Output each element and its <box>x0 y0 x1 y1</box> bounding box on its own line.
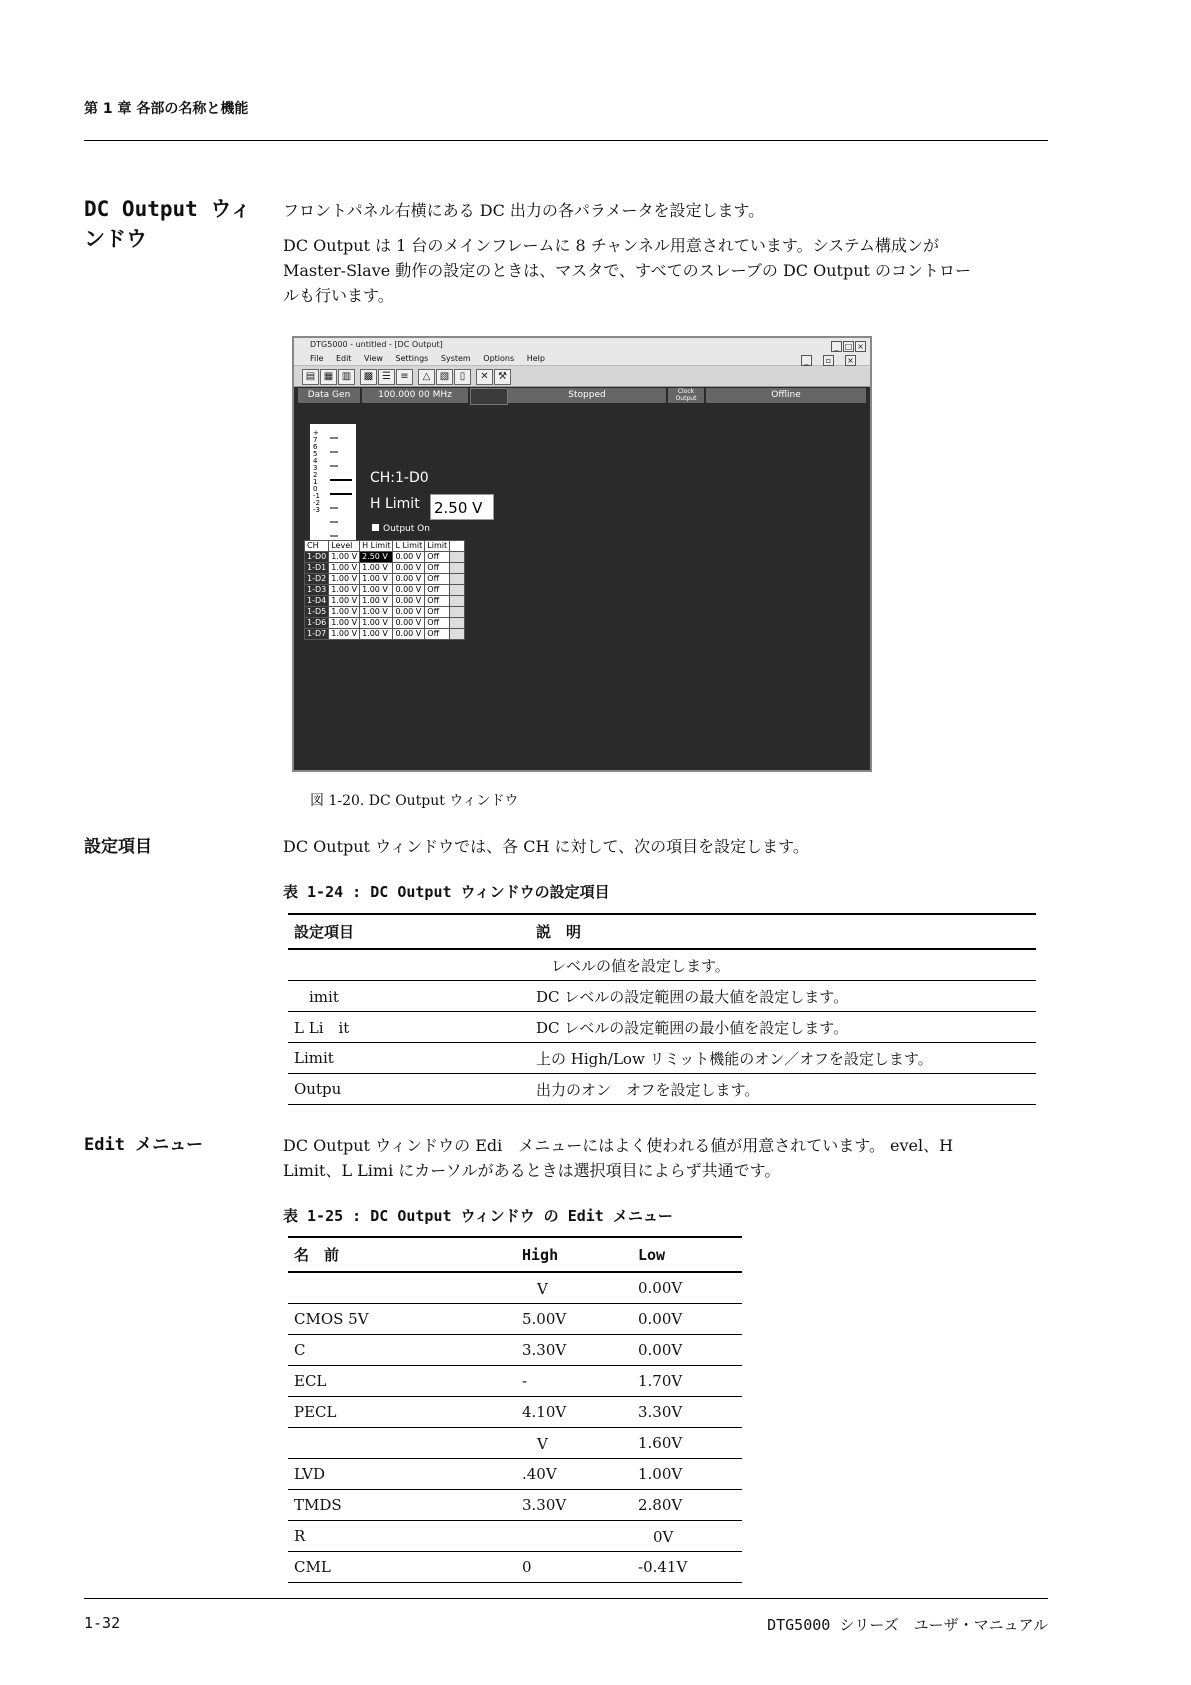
menu-settings[interactable]: Settings <box>395 354 429 363</box>
cell-high: 5.00V <box>516 1304 632 1335</box>
wave-icon[interactable]: △ <box>418 369 435 385</box>
figure-caption: 図 1-20. DC Output ウィンドウ <box>310 793 519 809</box>
level-icon[interactable]: ≡ <box>396 369 413 385</box>
section-title-dc-output <box>84 194 251 254</box>
cell-limit[interactable]: Off <box>425 607 450 618</box>
cell-high: - <box>516 1366 632 1397</box>
toolbar <box>294 366 870 387</box>
scroll-filler <box>450 596 465 607</box>
cell-name: CMOS 5V <box>288 1304 516 1335</box>
status-bar <box>294 387 870 404</box>
scale-label: 2 <box>313 471 318 479</box>
table-row <box>288 1521 742 1552</box>
restore-icon[interactable]: ▫ <box>823 355 834 366</box>
cell-ch[interactable]: 1-D1 <box>305 563 329 574</box>
table-row[interactable] <box>305 596 465 607</box>
cell-low: 0.00V <box>632 1304 742 1335</box>
col-description: 説 明 <box>530 914 1036 949</box>
cell-limit[interactable]: Off <box>425 596 450 607</box>
setup-icon[interactable]: ▥ <box>338 369 355 385</box>
table-row[interactable] <box>305 563 465 574</box>
scroll-filler <box>450 552 465 563</box>
cell-desc: DC レベルの設定範囲の最小値を設定します。 <box>530 1012 1036 1043</box>
run-state: Stopped <box>508 388 666 403</box>
cell-llimit[interactable]: 0.00 V <box>393 585 425 596</box>
table-row[interactable] <box>305 552 465 563</box>
cell-desc: 上の High/Low リミット機能のオン／オフを設定します。 <box>530 1043 1036 1074</box>
hlimit-label: H Limit <box>370 496 420 512</box>
scale-label: 0 <box>313 485 318 493</box>
checkbox-icon <box>372 524 379 531</box>
cell-hlimit[interactable]: 1.00 V <box>360 618 393 629</box>
cross-icon[interactable]: ✕ <box>476 369 493 385</box>
cell-low: 1.70V <box>632 1366 742 1397</box>
cell-high: 0 <box>516 1552 632 1583</box>
table-row[interactable] <box>305 618 465 629</box>
section-title-settings: 設定項目 <box>84 837 152 857</box>
edit-menu-table <box>288 1236 742 1583</box>
scale-label: 7 <box>313 436 318 444</box>
cell-name: TMDS <box>288 1490 516 1521</box>
cell-name: ECL <box>288 1366 516 1397</box>
cell-item: L Li it <box>288 1012 530 1043</box>
section3-body <box>283 1133 1053 1183</box>
cell-low: -0.41V <box>632 1552 742 1583</box>
scroll-filler <box>450 574 465 585</box>
cell-low: 0.00V <box>632 1335 742 1366</box>
section1-body <box>283 198 1053 308</box>
menu-help[interactable]: Help <box>526 354 545 363</box>
maximize-icon[interactable]: □ <box>844 342 853 351</box>
scroll-filler <box>450 618 465 629</box>
waveform-indicator <box>470 388 508 405</box>
cell-ch[interactable]: 1-D6 <box>305 618 329 629</box>
table-row <box>288 1366 742 1397</box>
output-on-checkbox[interactable] <box>372 524 430 534</box>
cell-name <box>288 1428 516 1459</box>
level-marks <box>310 424 356 546</box>
section2-paragraph: DC Output ウィンドウでは、各 CH に対して、次の項目を設定します。 <box>283 837 809 856</box>
scroll-filler <box>450 541 465 552</box>
menu-system[interactable]: System <box>440 354 471 363</box>
section-title-line2: ンドウ <box>84 227 147 251</box>
table-caption-1-25: 表 1-25 : DC Output ウィンドウ の Edit メニュー <box>283 1207 673 1225</box>
output-on-label: Output On <box>383 524 430 534</box>
menu-view[interactable]: View <box>363 354 383 363</box>
grid-icon[interactable]: ▩ <box>360 369 377 385</box>
table-row <box>288 1012 1036 1043</box>
scale-label: -2 <box>313 499 320 507</box>
cell-limit[interactable]: Off <box>425 585 450 596</box>
table-row <box>288 1272 742 1304</box>
cell-hlimit[interactable]: 1.00 V <box>360 563 393 574</box>
cell-name: R <box>288 1521 516 1552</box>
settings-table <box>288 913 1036 1105</box>
cell-level[interactable]: 1.00 V <box>329 574 360 585</box>
cell-ch[interactable]: 1-D0 <box>305 552 329 563</box>
table-row <box>288 949 1036 981</box>
table-row <box>288 1459 742 1490</box>
table-caption-1-24: 表 1-24 : DC Output ウィンドウの設定項目 <box>283 883 610 901</box>
cell-level[interactable]: 1.00 V <box>329 596 360 607</box>
cell-item <box>288 949 530 981</box>
chapter-header: 第 1 章 各部の名称と機能 <box>84 101 249 117</box>
minimize-icon[interactable]: _ <box>831 341 842 352</box>
cell-llimit[interactable]: 0.00 V <box>393 552 425 563</box>
chart-icon[interactable]: ▧ <box>436 369 453 385</box>
table-row <box>288 1552 742 1583</box>
menu-edit[interactable]: Edit <box>335 354 352 363</box>
cell-ch[interactable]: 1-D4 <box>305 596 329 607</box>
scroll-filler <box>450 629 465 640</box>
scale-label: 3 <box>313 464 318 472</box>
menu-options[interactable]: Options <box>483 354 515 363</box>
manual-title: DTG5000 シリーズ ユーザ・マニュアル <box>767 1616 1048 1634</box>
cell-name: CML <box>288 1552 516 1583</box>
cell-level[interactable]: 1.00 V <box>329 607 360 618</box>
cell-desc: 出力のオン オフを設定します。 <box>530 1074 1036 1105</box>
cell-high <box>516 1521 632 1552</box>
cell-name: PECL <box>288 1397 516 1428</box>
cell-high: .40V <box>516 1459 632 1490</box>
cell-high: V <box>516 1272 632 1304</box>
table-row <box>288 1397 742 1428</box>
dc-output-screenshot <box>292 336 872 772</box>
section-title-line1: DC Output ウィ <box>84 197 252 221</box>
table-row <box>288 1428 742 1459</box>
cell-item: Limit <box>288 1043 530 1074</box>
paragraph-line: Limit、L Limi にカーソルがあるときは選択項目によらず共通です。 <box>283 1161 781 1180</box>
hlimit-input[interactable]: 2.50 V <box>430 494 494 520</box>
cell-level[interactable]: 1.00 V <box>329 585 360 596</box>
cell-ch[interactable]: 1-D2 <box>305 574 329 585</box>
cell-hlimit[interactable]: 1.00 V <box>360 607 393 618</box>
cell-high: 3.30V <box>516 1490 632 1521</box>
cell-high: 4.10V <box>516 1397 632 1428</box>
cell-hlimit[interactable]: 1.00 V <box>360 629 393 640</box>
cell-ch[interactable]: 1-D3 <box>305 585 329 596</box>
minimize-icon[interactable]: _ <box>801 355 812 366</box>
cell-llimit[interactable]: 0.00 V <box>393 607 425 618</box>
table-row <box>288 1490 742 1521</box>
mode-indicator: Data Gen <box>298 388 360 403</box>
cell-item: imit <box>288 981 530 1012</box>
header-rule <box>84 140 1048 141</box>
cell-llimit[interactable]: 0.00 V <box>393 629 425 640</box>
scale-label: 6 <box>313 443 318 451</box>
paragraph-line: Master-Slave 動作の設定のときは、マスタで、すべてのスレーブの DC Output のコントロー <box>283 261 972 280</box>
col-ch: CH <box>305 541 329 552</box>
online-state: Offline <box>706 388 866 403</box>
cell-name: LVD <box>288 1459 516 1490</box>
col-setting-item: 設定項目 <box>288 914 530 949</box>
cell-limit[interactable]: Off <box>425 618 450 629</box>
col-level: Level <box>329 541 360 552</box>
level-scale-graphic <box>310 424 356 546</box>
close-icon[interactable]: × <box>855 341 866 352</box>
frequency-indicator: 100.000 00 MHz <box>362 388 468 403</box>
cell-high: 3.30V <box>516 1335 632 1366</box>
cell-level[interactable]: 1.00 V <box>329 563 360 574</box>
cell-hlimit[interactable]: 1.00 V <box>360 585 393 596</box>
col-hlimit: H Limit <box>360 541 393 552</box>
scroll-filler <box>450 563 465 574</box>
col-limit: Limit <box>425 541 450 552</box>
cell-desc: DC レベルの設定範囲の最大値を設定します。 <box>530 981 1036 1012</box>
col-high: High <box>516 1237 632 1272</box>
col-low: Low <box>632 1237 742 1272</box>
cell-low: 0.00V <box>632 1272 742 1304</box>
cell-hlimit[interactable]: 2.50 V <box>360 552 393 563</box>
cell-desc: レベルの値を設定します。 <box>530 949 1036 981</box>
cell-hlimit[interactable]: 1.00 V <box>360 574 393 585</box>
table-row <box>288 1043 1036 1074</box>
cell-high: V <box>516 1428 632 1459</box>
page-number: 1-32 <box>84 1614 121 1632</box>
cell-level[interactable]: 1.00 V <box>329 552 360 563</box>
cell-low: 1.00V <box>632 1459 742 1490</box>
scale-label: -3 <box>313 506 320 514</box>
cell-level[interactable]: 1.00 V <box>329 629 360 640</box>
cell-low: 1.60V <box>632 1428 742 1459</box>
scale-label: -1 <box>313 492 320 500</box>
cell-level[interactable]: 1.00 V <box>329 618 360 629</box>
cell-llimit[interactable]: 0.00 V <box>393 563 425 574</box>
menu-file[interactable]: File <box>310 354 324 363</box>
cell-llimit[interactable]: 0.00 V <box>393 596 425 607</box>
cell-limit[interactable]: Off <box>425 563 450 574</box>
table-row <box>288 1074 1036 1105</box>
cell-llimit[interactable]: 0.00 V <box>393 574 425 585</box>
tool-icon[interactable]: ⚒ <box>494 369 511 385</box>
cell-name <box>288 1272 516 1304</box>
document-icon[interactable]: ▯ <box>454 369 471 385</box>
cell-low: 0V <box>632 1521 742 1552</box>
col-llimit: L Limit <box>393 541 425 552</box>
cell-ch[interactable]: 1-D5 <box>305 607 329 618</box>
cell-name: C <box>288 1335 516 1366</box>
cell-ch[interactable]: 1-D7 <box>305 629 329 640</box>
cell-low: 3.30V <box>632 1397 742 1428</box>
cell-hlimit[interactable]: 1.00 V <box>360 596 393 607</box>
menu-bar <box>294 352 870 366</box>
list-icon[interactable]: ☰ <box>378 369 395 385</box>
cell-llimit[interactable]: 0.00 V <box>393 618 425 629</box>
close-icon[interactable]: × <box>845 355 856 366</box>
channel-table <box>304 540 465 640</box>
table-row[interactable] <box>305 574 465 585</box>
cell-limit[interactable]: Off <box>425 574 450 585</box>
scroll-filler <box>450 607 465 618</box>
cell-limit[interactable]: Off <box>425 552 450 563</box>
table-row <box>288 981 1036 1012</box>
table-row <box>288 1335 742 1366</box>
save-icon[interactable]: ▤ <box>302 369 319 385</box>
footer-rule <box>84 1598 1048 1599</box>
table-row[interactable] <box>305 585 465 596</box>
paragraph-line: DC Output ウィンドウの Edi メニューにはよく使われる値が用意されています。 evel、H <box>283 1136 954 1155</box>
cell-item: Outpu <box>288 1074 530 1105</box>
window-title: DTG5000 - untitled - [DC Output] <box>310 340 443 349</box>
scroll-filler <box>450 585 465 596</box>
scale-label: + <box>313 429 319 437</box>
paragraph-line: DC Output は 1 台のメインフレームに 8 チャンネル用意されています。システム構成ンが <box>283 236 939 255</box>
col-name: 名 前 <box>288 1237 516 1272</box>
cell-low: 2.80V <box>632 1490 742 1521</box>
paragraph-line: ルも行います。 <box>283 286 394 305</box>
scale-label: 5 <box>313 450 318 458</box>
channel-label: CH:1-D0 <box>370 470 429 486</box>
window-titlebar <box>294 338 870 352</box>
scale-label: 4 <box>313 457 318 465</box>
table-row[interactable] <box>305 629 465 640</box>
table-row[interactable] <box>305 607 465 618</box>
clock-output-indicator: Clock Output <box>668 388 704 403</box>
table-row <box>288 1304 742 1335</box>
section-title-edit-menu: Edit メニュー <box>84 1135 204 1155</box>
cell-limit[interactable]: Off <box>425 629 450 640</box>
scale-label: 1 <box>313 478 318 486</box>
intro-paragraph: フロントパネル右横にある DC 出力の各パラメータを設定します。 <box>283 201 765 220</box>
print-icon[interactable]: ▦ <box>320 369 337 385</box>
